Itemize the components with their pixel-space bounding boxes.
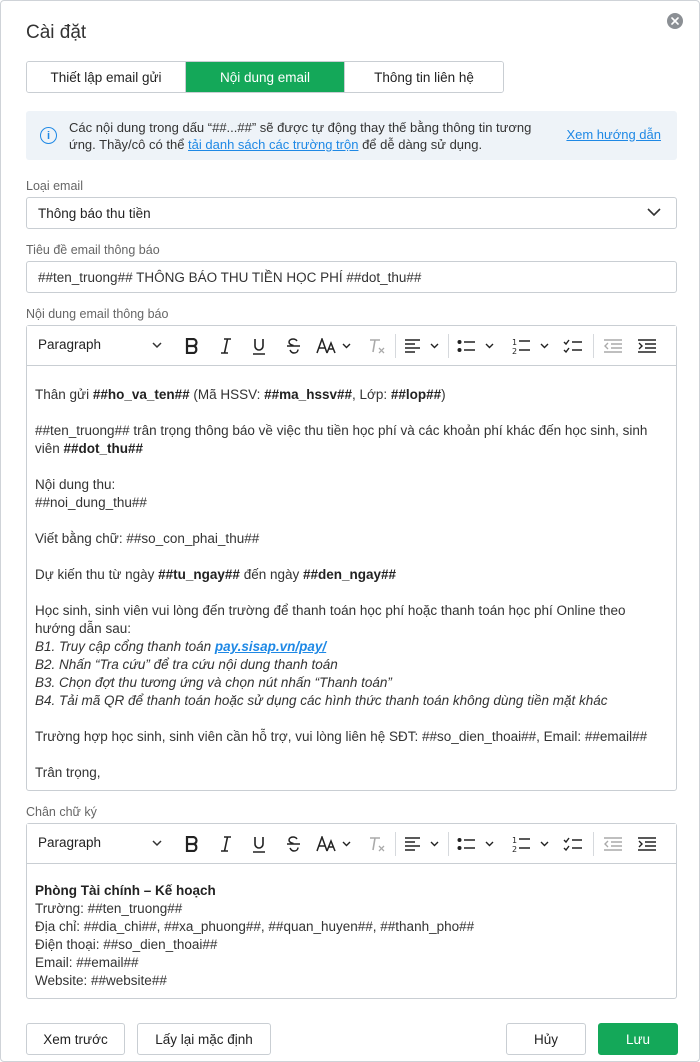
preview-button[interactable]: Xem trước xyxy=(26,1023,125,1055)
signature-address: Địa chỉ: ##dia_chi##, ##xa_phuong##, ##quan_huyen##, ##thanh_pho## xyxy=(35,919,475,934)
subject-label: Tiêu đề email thông báo xyxy=(26,243,160,257)
closing-line: Trân trọng, xyxy=(35,765,101,780)
signature-dept: Phòng Tài chính – Kế hoạch xyxy=(35,883,216,898)
clear-format-icon[interactable] xyxy=(367,335,387,357)
signature-content[interactable] xyxy=(27,864,676,990)
email-type-select[interactable] xyxy=(26,197,677,229)
paragraph-style-select[interactable]: Paragraph xyxy=(38,835,162,850)
info-box xyxy=(26,111,677,160)
amount-words-line: Viết bằng chữ: ##so_con_phai_thu## xyxy=(35,531,260,546)
tab-bar xyxy=(26,61,504,93)
paragraph-style-select[interactable]: Paragraph xyxy=(38,337,162,352)
email-type-value: Thông báo thu tiền xyxy=(38,205,151,221)
numbered-list-icon[interactable] xyxy=(512,833,552,855)
indent-icon[interactable] xyxy=(636,335,658,357)
payment-portal-link[interactable]: pay.sisap.vn/pay/ xyxy=(214,639,327,654)
font-size-icon[interactable] xyxy=(316,833,354,855)
email-type-label: Loại email xyxy=(26,179,83,193)
step-4-line: B4. Tải mã QR để thanh toán hoặc sử dụng các hình thức thanh toán không dùng tiền mặt khác xyxy=(35,693,608,708)
underline-icon[interactable] xyxy=(249,833,269,855)
bold-icon[interactable] xyxy=(182,833,202,855)
tab-email-content[interactable]: Nội dung email xyxy=(185,62,344,92)
step-1-line: B1. Truy cập cổng thanh toán pay.sisap.vn/pay/ xyxy=(35,639,327,654)
svg-text:1: 1 xyxy=(512,836,518,845)
outdent-icon[interactable] xyxy=(602,833,624,855)
strikethrough-icon[interactable] xyxy=(283,833,303,855)
italic-icon[interactable] xyxy=(216,833,236,855)
svg-text:2: 2 xyxy=(512,347,518,355)
body-label: Nội dung email thông báo xyxy=(26,307,169,321)
strikethrough-icon[interactable] xyxy=(283,335,303,357)
content-value: ##noi_dung_thu## xyxy=(35,495,147,510)
step-2-line: B2. Nhấn “Tra cứu” để tra cứu nội dung thanh toán xyxy=(35,657,338,672)
italic-icon[interactable] xyxy=(216,335,236,357)
signature-editor xyxy=(26,823,677,999)
body-toolbar xyxy=(27,326,676,366)
indent-icon[interactable] xyxy=(636,833,658,855)
info-text: Các nội dung trong dấu “##...##” sẽ được tự động thay thế bằng thông tin tương ứng. Thầy/cô có thể tải danh sách các trường trộn để dễ dàng sử dụng. xyxy=(69,120,532,152)
chevron-down-icon xyxy=(647,207,661,217)
bold-icon[interactable] xyxy=(182,335,202,357)
greeting-line: Thân gửi ##ho_va_ten## (Mã HSSV: ##ma_hssv##, Lớp: ##lop##) xyxy=(35,387,446,402)
support-line: Trường hợp học sinh, sinh viên cần hỗ trợ, vui lòng liên hệ SĐT: ##so_dien_thoai##, Email: ##email## xyxy=(35,729,648,744)
subject-input[interactable]: ##ten_truong## THÔNG BÁO THU TIỀN HỌC PHÍ ##dot_thu## xyxy=(26,261,677,293)
schedule-line: Dự kiến thu từ ngày ##tu_ngay## đến ngày ##den_ngay## xyxy=(35,567,397,582)
signature-label: Chân chữ ký xyxy=(26,805,97,819)
reset-default-button[interactable]: Lấy lại mặc định xyxy=(137,1023,271,1055)
body-content[interactable] xyxy=(27,366,676,782)
cancel-button[interactable]: Hủy xyxy=(506,1023,586,1055)
guide-link[interactable]: Xem hướng dẫn xyxy=(566,127,661,142)
tab-sender-settings[interactable]: Thiết lập email gửi xyxy=(27,62,185,92)
step-3-line: B3. Chọn đợt thu tương ứng và chọn nút nhấn “Thanh toán” xyxy=(35,675,392,690)
underline-icon[interactable] xyxy=(249,335,269,357)
align-icon[interactable] xyxy=(404,335,442,357)
save-button[interactable]: Lưu xyxy=(598,1023,678,1055)
signature-phone: Điện thoại: ##so_dien_thoai## xyxy=(35,937,218,952)
body-editor xyxy=(26,325,677,791)
info-icon: i xyxy=(40,127,57,144)
dialog-title: Cài đặt xyxy=(26,22,87,43)
close-icon[interactable] xyxy=(667,13,683,29)
intro-line: ##ten_truong## trân trọng thông báo về việc thu tiền học phí và các khoản phí khác đến học sinh, sinh viên ##dot_thu## xyxy=(35,423,652,456)
bulleted-list-icon[interactable] xyxy=(457,833,497,855)
content-label: Nội dung thu: xyxy=(35,477,116,492)
chevron-down-icon xyxy=(152,840,162,847)
bulleted-list-icon[interactable] xyxy=(457,335,497,357)
checklist-icon[interactable] xyxy=(563,335,583,357)
download-fields-link[interactable]: tải danh sách các trường trộn xyxy=(188,137,359,152)
guide-intro-line: Học sinh, sinh viên vui lòng đến trường để thanh toán học phí hoặc thanh toán học phí Online theo hướng dẫn sau: xyxy=(35,603,626,636)
outdent-icon[interactable] xyxy=(602,335,624,357)
signature-school: Trường: ##ten_truong## xyxy=(35,901,183,916)
tab-contact-info[interactable]: Thông tin liên hệ xyxy=(344,62,503,92)
signature-email: Email: ##email## xyxy=(35,955,139,970)
numbered-list-icon[interactable] xyxy=(512,335,552,357)
svg-text:2: 2 xyxy=(512,845,518,853)
checklist-icon[interactable] xyxy=(563,833,583,855)
align-icon[interactable] xyxy=(404,833,442,855)
font-size-icon[interactable] xyxy=(316,335,354,357)
signature-toolbar xyxy=(27,824,676,864)
svg-text:1: 1 xyxy=(512,338,518,347)
chevron-down-icon xyxy=(152,342,162,349)
clear-format-icon[interactable] xyxy=(367,833,387,855)
signature-website: Website: ##website## xyxy=(35,973,167,988)
